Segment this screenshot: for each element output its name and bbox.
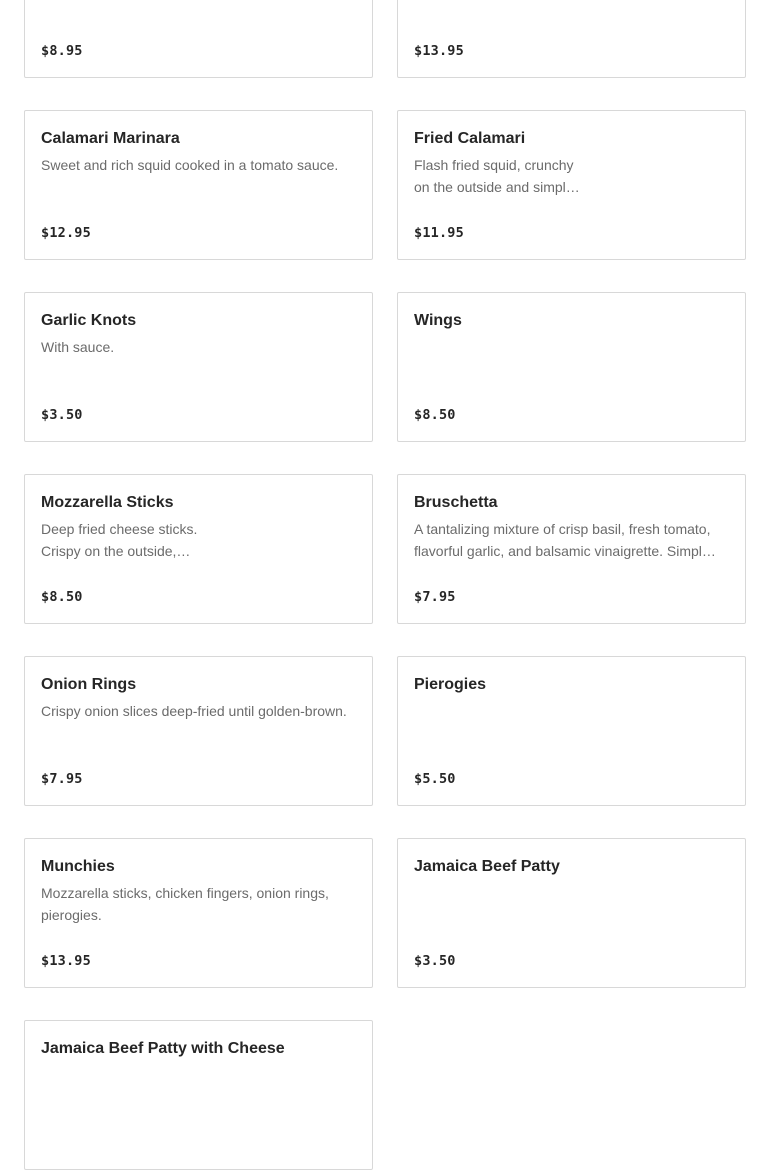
menu-item-price: $3.50 (41, 407, 83, 423)
menu-item-description: Crispy onion slices deep-fried until golden-brown. (41, 703, 347, 719)
menu-item-card[interactable] (24, 110, 373, 260)
menu-item-description: Deep fried cheese sticks. Crispy on the outside,… (41, 521, 198, 559)
menu-item-description: A tantalizing mixture of crisp basil, fresh tomato, flavorful garlic, and balsamic vinaigrette. Simpl… (414, 521, 716, 559)
menu-item-name: Calamari Marinara (41, 130, 180, 147)
menu-item-price: $7.95 (41, 771, 83, 787)
menu-item-price: $13.95 (41, 953, 91, 969)
menu-item-description: With sauce. (41, 339, 115, 355)
menu-item-price: $12.95 (41, 225, 91, 241)
menu-item-price: $13.95 (414, 43, 464, 59)
menu-item-name: Bruschetta (414, 494, 498, 511)
menu-item-price: $11.95 (414, 225, 464, 241)
menu-item-card[interactable] (397, 292, 746, 442)
menu-item-card[interactable] (24, 292, 373, 442)
menu-item-card[interactable] (24, 474, 373, 624)
menu-item-price: $3.50 (414, 953, 456, 969)
menu-item-card[interactable] (24, 0, 373, 78)
menu-items-grid (24, 0, 746, 1170)
menu-item-name: Pierogies (414, 676, 487, 693)
menu-item-card[interactable] (24, 656, 373, 806)
menu-item-card[interactable] (397, 110, 746, 260)
menu-item-description: Mozzarella sticks, chicken fingers, onion rings, pierogies. (41, 885, 329, 923)
menu-item-name: Wings (414, 312, 462, 329)
menu-item-price: $8.50 (414, 407, 456, 423)
menu-item-description: Sweet and rich squid cooked in a tomato sauce. (41, 157, 339, 173)
menu-item-name: Mozzarella Sticks (41, 494, 174, 511)
menu-item-price: $5.50 (414, 771, 456, 787)
menu-item-name: Jamaica Beef Patty with Cheese (41, 1040, 285, 1057)
menu-item-name: Fried Calamari (414, 130, 526, 147)
menu-item-name: Munchies (41, 858, 115, 875)
menu-item-card[interactable] (397, 0, 746, 78)
menu-item-card[interactable] (24, 838, 373, 988)
menu-item-name: Onion Rings (41, 676, 137, 693)
menu-item-card[interactable] (24, 1020, 373, 1170)
menu-item-price: $7.95 (414, 589, 456, 605)
menu-item-name: Jamaica Beef Patty (414, 858, 560, 875)
menu-item-card[interactable] (397, 838, 746, 988)
menu-item-name: Garlic Knots (41, 312, 137, 329)
menu-item-card[interactable] (397, 474, 746, 624)
menu-item-price: $8.50 (41, 589, 83, 605)
menu-item-description: Flash fried squid, crunchy on the outside and simpl… (414, 157, 580, 195)
menu-item-price: $8.95 (41, 43, 83, 59)
menu-item-card[interactable] (397, 656, 746, 806)
